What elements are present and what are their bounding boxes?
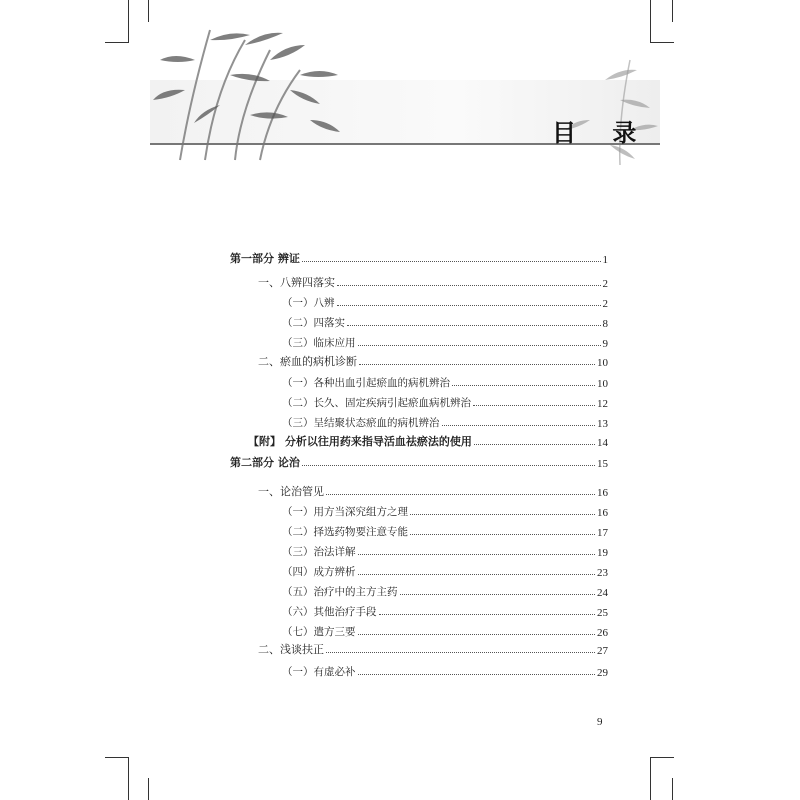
toc-entry-label: 【附】 分析以往用药来指导活血祛瘀法的使用	[248, 435, 472, 448]
toc-entry-page: 9	[602, 338, 608, 350]
toc-leader-dots	[347, 324, 601, 326]
toc-entry-page: 17	[597, 527, 608, 539]
toc-leader-dots	[358, 673, 596, 675]
toc-entry-label: （四）成方辨析	[282, 566, 356, 578]
toc-entry	[230, 521, 608, 539]
toc-entry	[230, 581, 608, 599]
toc-entry-page: 16	[597, 487, 608, 499]
toc-entry	[230, 601, 608, 619]
toc-leader-dots	[358, 344, 601, 346]
toc-entry	[230, 501, 608, 519]
toc-entry	[230, 351, 608, 369]
crop-mark	[650, 758, 651, 800]
toc-entry-label: 一、八辨四落实	[258, 276, 335, 289]
toc-entry-label: （一）八辨	[282, 297, 335, 309]
toc-leader-dots	[302, 260, 601, 262]
toc-entry-label: （一）用方当深究组方之理	[282, 506, 408, 518]
toc-entry-page: 24	[597, 587, 608, 599]
toc-entry	[230, 248, 608, 266]
toc-leader-dots	[379, 613, 596, 615]
toc-entry-label: （三）临床应用	[282, 337, 356, 349]
crop-mark	[105, 42, 129, 43]
toc-entry	[230, 621, 608, 639]
toc-entry-label: （五）治疗中的主方主药	[282, 586, 398, 598]
toc-entry-label: （二）长久、固定疾病引起瘀血病机辨治	[282, 397, 471, 409]
toc-entry-label: （一）各种出血引起瘀血的病机辨治	[282, 377, 450, 389]
toc-entry-label: 二、浅谈扶正	[258, 643, 324, 656]
crop-mark	[672, 778, 673, 800]
crop-mark	[672, 0, 673, 22]
toc-entry	[230, 392, 608, 410]
toc-entry-label: （二）择选药物要注意专能	[282, 526, 408, 538]
toc-entry-label: 二、瘀血的病机诊断	[258, 355, 357, 368]
toc-entry-label: （二）四落实	[282, 317, 345, 329]
toc-leader-dots	[474, 443, 595, 445]
toc-leader-dots	[302, 464, 595, 466]
toc-entry-label: 第一部分 辨证	[230, 252, 300, 265]
toc-entry-label: （七）遣方三要	[282, 626, 356, 638]
toc-entry	[230, 541, 608, 559]
crop-mark	[128, 758, 129, 800]
toc-entry-page: 12	[597, 398, 608, 410]
toc-entry	[230, 372, 608, 390]
toc-entry	[230, 292, 608, 310]
crop-mark	[128, 0, 129, 42]
toc-entry-page: 2	[602, 278, 608, 290]
toc-entry	[230, 412, 608, 430]
toc-leader-dots	[359, 363, 595, 365]
page-title: 目 录	[552, 119, 651, 147]
toc-entry	[230, 452, 608, 470]
toc-leader-dots	[452, 384, 595, 386]
toc-entry-label: （三）呈结聚状态瘀血的病机辨治	[282, 417, 440, 429]
toc-entry-page: 8	[602, 318, 608, 330]
toc-leader-dots	[400, 593, 596, 595]
toc-entry-label: （三）治法详解	[282, 546, 356, 558]
toc-entry-page: 2	[602, 298, 608, 310]
toc-entry-page: 23	[597, 567, 608, 579]
toc-entry-label: 第二部分 论治	[230, 456, 300, 469]
toc-entry-page: 15	[597, 458, 608, 470]
toc-leader-dots	[326, 493, 595, 495]
toc-entry	[230, 312, 608, 330]
toc-entry-label: （一）有虚必补	[282, 666, 356, 678]
toc-leader-dots	[473, 404, 595, 406]
toc-entry-page: 19	[597, 547, 608, 559]
toc-leader-dots	[337, 304, 601, 306]
crop-mark	[105, 757, 129, 758]
toc-entry-page: 1	[602, 254, 608, 266]
crop-mark	[148, 0, 149, 22]
toc-entry-page: 14	[597, 437, 608, 449]
toc-entry	[230, 639, 608, 657]
toc-entry	[230, 272, 608, 290]
toc-leader-dots	[337, 284, 601, 286]
page-number: 9	[597, 716, 603, 728]
toc-entry-page: 26	[597, 627, 608, 639]
toc-entry-page: 29	[597, 667, 608, 679]
toc-entry-page: 16	[597, 507, 608, 519]
toc-entry	[230, 561, 608, 579]
toc-leader-dots	[358, 573, 596, 575]
toc-entry	[230, 431, 608, 449]
toc-leader-dots	[358, 633, 596, 635]
toc-entry-page: 27	[597, 645, 608, 657]
toc-entry-page: 10	[597, 378, 608, 390]
toc-entry-page: 10	[597, 357, 608, 369]
toc-leader-dots	[410, 513, 595, 515]
toc-entry-page: 25	[597, 607, 608, 619]
crop-mark	[650, 757, 674, 758]
toc-entry	[230, 481, 608, 499]
toc-leader-dots	[326, 651, 595, 653]
toc-entry	[230, 332, 608, 350]
toc-entry-label: （六）其他治疗手段	[282, 606, 377, 618]
toc-leader-dots	[358, 553, 596, 555]
toc-leader-dots	[442, 424, 596, 426]
toc-leader-dots	[410, 533, 595, 535]
crop-mark	[148, 778, 149, 800]
toc-entry-page: 13	[597, 418, 608, 430]
toc-entry-label: 一、论治管见	[258, 485, 324, 498]
toc-entry	[230, 661, 608, 679]
